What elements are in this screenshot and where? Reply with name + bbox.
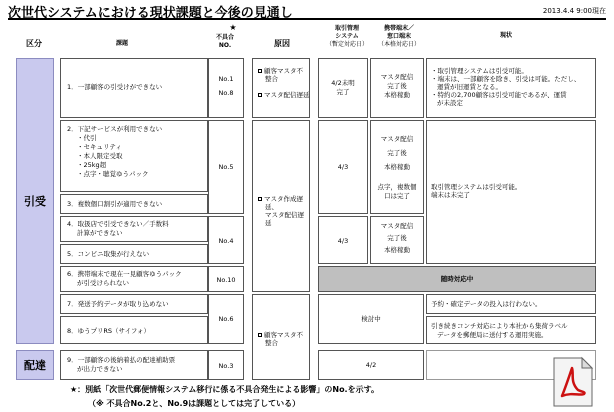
terminal-cell-2 [370, 120, 424, 214]
header-star: ★ [229, 23, 237, 32]
system-2-date: 4/3 [337, 163, 349, 171]
merged-adhoc-cell [318, 266, 596, 292]
issue-6-line-2: が引受けられない [77, 279, 129, 287]
terminal-3-line-1: 点字，複数個 [377, 183, 417, 191]
header-system-3: （暫定対応日） [325, 41, 368, 48]
header-terminal-1: 携帯端末／ [383, 25, 414, 32]
status-7-text: 予約・確定データの投入は行わない。 [431, 300, 542, 308]
header-system-1: 取引管理 [334, 25, 359, 32]
defect-cell-6 [208, 266, 244, 292]
issue-6-line-1: 6．携帯端末で現在一見顧客ゆうパック [67, 270, 182, 278]
cause-3-line-2: 整合 [265, 339, 278, 347]
cause-2-line-3: マスタ配信遅 [265, 211, 304, 219]
category-haitatsu: 配達 [16, 350, 54, 380]
status-8-line-1: 引き続きコンチ対応により本社から集荷ラベル [431, 322, 568, 330]
square-bullet-icon [258, 333, 262, 337]
system-4-date: 4/3 [337, 237, 349, 245]
cause-1-line-2: 整合 [265, 75, 278, 83]
header-category: 区分 [26, 39, 42, 48]
issue-row-9 [60, 350, 208, 380]
cause-1b: マスタ配信遅延 [258, 91, 310, 99]
issue-2-item-4: ・25kg超 [77, 161, 107, 169]
cause-cell-2 [252, 120, 310, 292]
cause-2-line-2: 延、 [265, 203, 278, 211]
defect-no-3: No.3 [218, 362, 234, 370]
issue-2-item-2: ・セキュリティ [77, 143, 122, 151]
issue-5-text: 5．コンビニ取集が行えない [67, 250, 150, 258]
issue-row-2 [60, 120, 208, 192]
issue-7-text: 7．発送予約データが取り込めない [67, 300, 169, 308]
defect-cell-1 [208, 58, 244, 118]
system-9-date: 4/2 [365, 361, 377, 369]
issue-row-5 [60, 244, 208, 264]
footer-note-2: （※ 不具合No.2と、No.9は課題としては完了している） [88, 399, 301, 408]
issue-row-8 [60, 316, 208, 344]
merged-reviewing-cell [318, 294, 424, 344]
merged-adhoc-text: 随時対応中 [440, 275, 474, 283]
square-bullet-icon [258, 93, 262, 97]
cause-cell-1 [252, 58, 310, 118]
terminal-2-line-3: 本格稼動 [384, 163, 410, 171]
status-1-line-2: ・端末は、一部顧客を除き、引受は可能。ただし、 [431, 75, 581, 83]
title-bar [8, 2, 606, 20]
cause-2-line-1: マスタ作成遅 [258, 195, 303, 203]
cause-3-line-1: 顧客マスタ不 [258, 331, 303, 339]
status-2-line-1: 取引管理システムは引受可能。 [431, 183, 522, 191]
terminal-2-line-1: マスタ配信 [380, 135, 414, 143]
issue-4-line-1: 4．取扱店で引受できない／手数料 [67, 220, 169, 228]
terminal-cell-4 [370, 216, 424, 264]
terminal-1-line-2: 完了後 [387, 82, 407, 90]
issue-2-item-1: ・代引 [77, 134, 97, 142]
status-cell-1 [426, 58, 596, 118]
status-date: 2013.4.4 9:00現在 [542, 7, 606, 15]
status-cell-2 [426, 120, 596, 264]
defect-no-1: No.1 [218, 75, 234, 83]
terminal-4-line-3: 本格稼動 [384, 246, 410, 254]
issue-2-item-5: ・点字・聴覚ゆうパック [77, 170, 149, 178]
issue-row-7 [60, 294, 208, 314]
issue-9-line-2: が出力できない [77, 365, 123, 373]
square-bullet-icon [258, 69, 262, 73]
merged-reviewing-text: 検討中 [361, 315, 381, 323]
defect-cell-4 [208, 216, 244, 264]
terminal-1-line-3: 本格稼動 [384, 91, 410, 99]
issue-row-4 [60, 216, 208, 242]
issue-2-title: 2．下記サービスが利用できない [67, 125, 163, 133]
status-1-line-4: ・特約の2,700顧客は引受可能であるが、運賃 [431, 91, 567, 99]
defect-cell-7 [208, 294, 244, 344]
header-system-2: システム [335, 33, 359, 40]
defect-no-8: No.8 [218, 89, 234, 97]
header-status: 現状 [499, 32, 512, 39]
footer-note-1: ★：別紙「次世代郵便情報システム移行に係る不具合発生による影響」のNo.を示す。 [70, 385, 379, 394]
defect-cell-2 [208, 120, 244, 214]
issue-2-item-3: ・本人限定受取 [77, 152, 123, 160]
square-bullet-icon [258, 197, 262, 201]
terminal-cell-1 [370, 58, 424, 118]
issue-1-text: 1．一部顧客の引受けができない [67, 83, 163, 91]
status-1-line-5: が未設定 [437, 99, 463, 107]
system-cell-9 [318, 350, 424, 380]
status-2-line-2: 端末は未完了 [431, 191, 470, 199]
terminal-4-line-2: 完了後 [387, 234, 407, 242]
status-1-line-3: 運賃が旧運賃となる。 [437, 83, 502, 91]
status-cell-8 [426, 316, 596, 344]
cause-2-line-4: 延 [265, 219, 272, 227]
terminal-1-line-1: マスタ配信 [380, 73, 414, 81]
header-defect-no-2: NO. [218, 42, 232, 49]
issue-row-3 [60, 194, 208, 214]
defect-no-6: No.6 [218, 315, 234, 323]
page-title: 次世代システムにおける現状課題と今後の見通し [8, 6, 293, 21]
status-cell-7 [426, 294, 596, 314]
system-cell-4 [318, 216, 368, 264]
system-1-line-1: 4/2未明 [331, 79, 355, 87]
defect-no-4: No.4 [218, 237, 234, 245]
defect-no-10: No.10 [216, 276, 236, 284]
system-cell-1 [318, 58, 368, 118]
issue-3-text: 3．複数個口割引が適用できない [67, 200, 163, 208]
issue-4-line-2: 計算ができない [77, 229, 123, 237]
pdf-file-icon[interactable] [550, 356, 596, 408]
terminal-2-line-2: 完了後 [387, 149, 407, 157]
cause-cell-3 [252, 294, 310, 380]
header-terminal-3: （本格対応日） [377, 41, 420, 48]
issue-9-line-1: 9．一部顧客の後納着払の配達補助票 [67, 356, 176, 364]
header-issue: 課題 [115, 40, 128, 47]
cause-1-line-1: 顧客マスタ不 [258, 67, 303, 75]
defect-cell-9 [208, 350, 244, 380]
header-cause: 原因 [274, 39, 290, 48]
system-cell-2 [318, 120, 368, 214]
issue-row-6 [60, 266, 208, 292]
issue-row-1 [60, 58, 208, 118]
defect-no-5: No.5 [218, 163, 234, 171]
terminal-3-line-2: 口は完了 [384, 192, 410, 200]
issue-8-text: 8．ゆうプリRS（サイフォ） [67, 327, 151, 335]
terminal-4-line-1: マスタ配信 [380, 222, 414, 230]
status-8-line-2: データを郵便局に送付する運用実施。 [437, 331, 548, 339]
header-defect-no-1: 不具合 [215, 34, 234, 41]
system-1-line-2: 完了 [336, 88, 350, 96]
category-hikiuke: 引受 [16, 58, 54, 344]
header-terminal-2: 窓口端末 [386, 33, 411, 40]
status-1-line-1: ・取引管理システムは引受可能。 [431, 67, 528, 75]
